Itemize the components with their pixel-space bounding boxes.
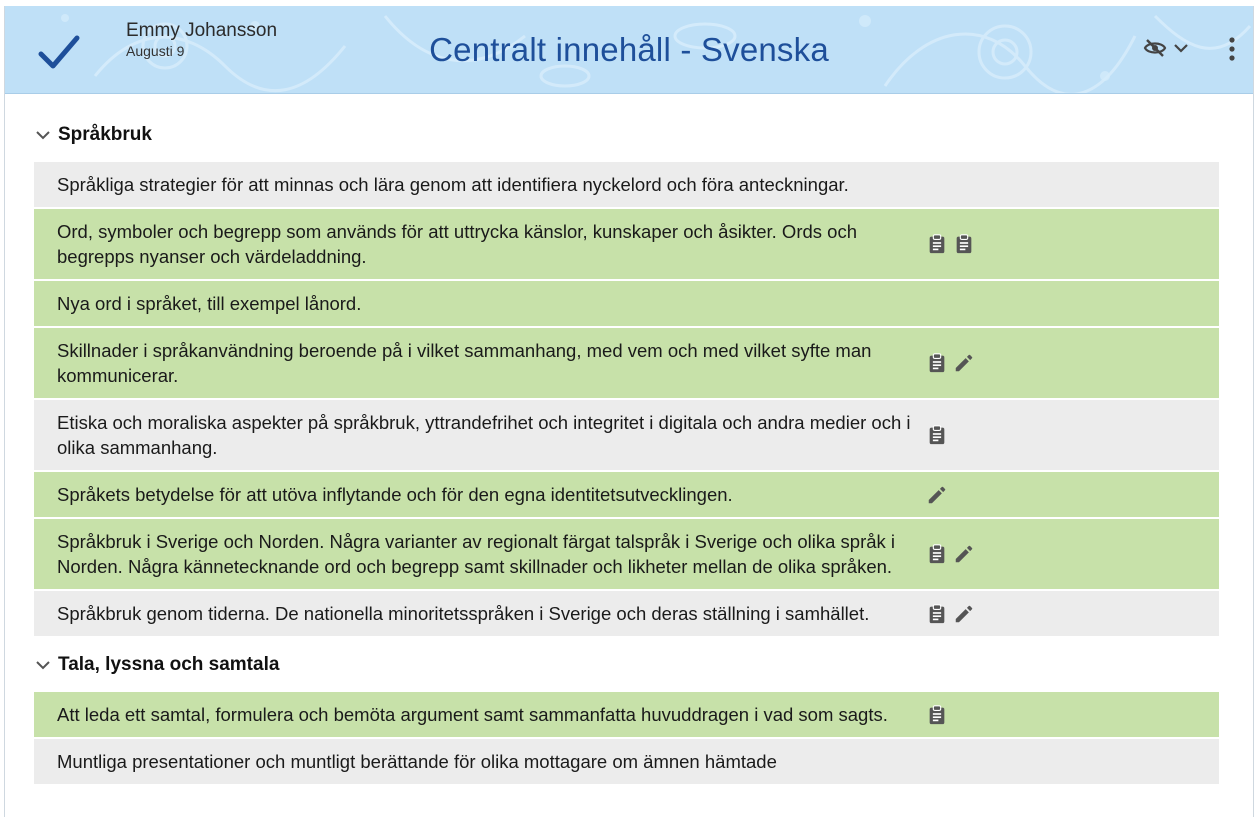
more-menu-button[interactable] [1227,36,1237,67]
row-icons [926,352,975,374]
row-icons [926,233,975,255]
clipboard-icon[interactable] [926,233,948,255]
chevron-down-icon [1171,38,1191,58]
content-row[interactable] [34,281,1219,326]
content-row-text: Språkets betydelse för att utöva inflytande och för den egna identitetsutvecklingen. [57,484,733,505]
section-title: Tala, lyssna och samtala [58,654,280,675]
section-header[interactable] [33,638,1219,692]
section-header[interactable] [33,108,1219,162]
more-vert-icon [1227,36,1237,62]
section-title: Språkbruk [58,124,152,145]
content-row-text: Språkbruk genom tiderna. De nationella minoritetsspråken i Sverige och deras ställning i samhället. [57,603,870,624]
pencil-icon[interactable] [953,543,975,565]
row-icons [926,543,975,565]
app-frame [4,6,1254,817]
content-row[interactable] [34,692,1219,737]
content-row[interactable] [34,400,1219,470]
content-row[interactable] [34,209,1219,279]
clipboard-icon[interactable] [926,424,948,446]
content-row[interactable] [34,739,1219,784]
content-row[interactable] [34,328,1219,398]
content-row-text: Att leda ett samtal, formulera och bemöta argument samt sammanfatta huvuddragen i vad som sagts. [57,704,888,725]
pencil-icon[interactable] [953,352,975,374]
content-row[interactable] [34,472,1219,517]
content-row-text: Språkbruk i Sverige och Norden. Några varianter av regionalt färgat talspråk i Sverige och olika språk i Norden. Några kännetecknande ord och begrepp samt skillnader och likheter mellan de olika språken. [57,531,896,577]
sections-list [33,108,1219,784]
chevron-down-icon [33,655,53,675]
section-rows [34,692,1219,784]
content-row-text: Skillnader i språkanvändning beroende på i vilket sammanhang, med vem och med vilket syfte man kommunicerar. [57,340,872,386]
content-row[interactable] [34,519,1219,589]
pencil-icon[interactable] [926,484,948,506]
user-name: Emmy Johansson [126,20,278,41]
clipboard-icon[interactable] [926,352,948,374]
header [5,6,1253,94]
content-row-text: Muntliga presentationer och muntligt berättande för olika mottagare om ämnen hämtade [57,751,777,772]
clipboard-icon[interactable] [953,233,975,255]
clipboard-icon[interactable] [926,543,948,565]
clipboard-icon[interactable] [926,603,948,625]
content-row-text: Ord, symboler och begrepp som används för att uttrycka känslor, kunskaper och åsikter. Ords och begrepps nyanser och värdeladdning. [57,221,857,267]
content-row-text: Språkliga strategier för att minnas och lära genom att identifiera nyckelord och föra anteckningar. [57,174,849,195]
pencil-icon[interactable] [953,603,975,625]
visibility-dropdown[interactable] [1143,36,1191,60]
eye-off-icon [1143,36,1167,60]
row-icons [926,424,948,446]
row-icons [926,484,948,506]
section-rows [34,162,1219,636]
chevron-down-icon [33,125,53,145]
clipboard-icon[interactable] [926,704,948,726]
content-row[interactable] [34,591,1219,636]
content-row[interactable] [34,162,1219,207]
page-title: Centralt innehåll - Svenska [429,31,829,68]
user-date: Augusti 9 [126,43,185,59]
content-row-text: Etiska och moraliska aspekter på språkbruk, yttrandefrihet och integritet i digitala och andra medier och i olika sammanhang. [57,412,911,458]
content [5,94,1253,784]
content-row-text: Nya ord i språket, till exempel lånord. [57,293,362,314]
row-icons [926,704,948,726]
row-icons [926,603,975,625]
